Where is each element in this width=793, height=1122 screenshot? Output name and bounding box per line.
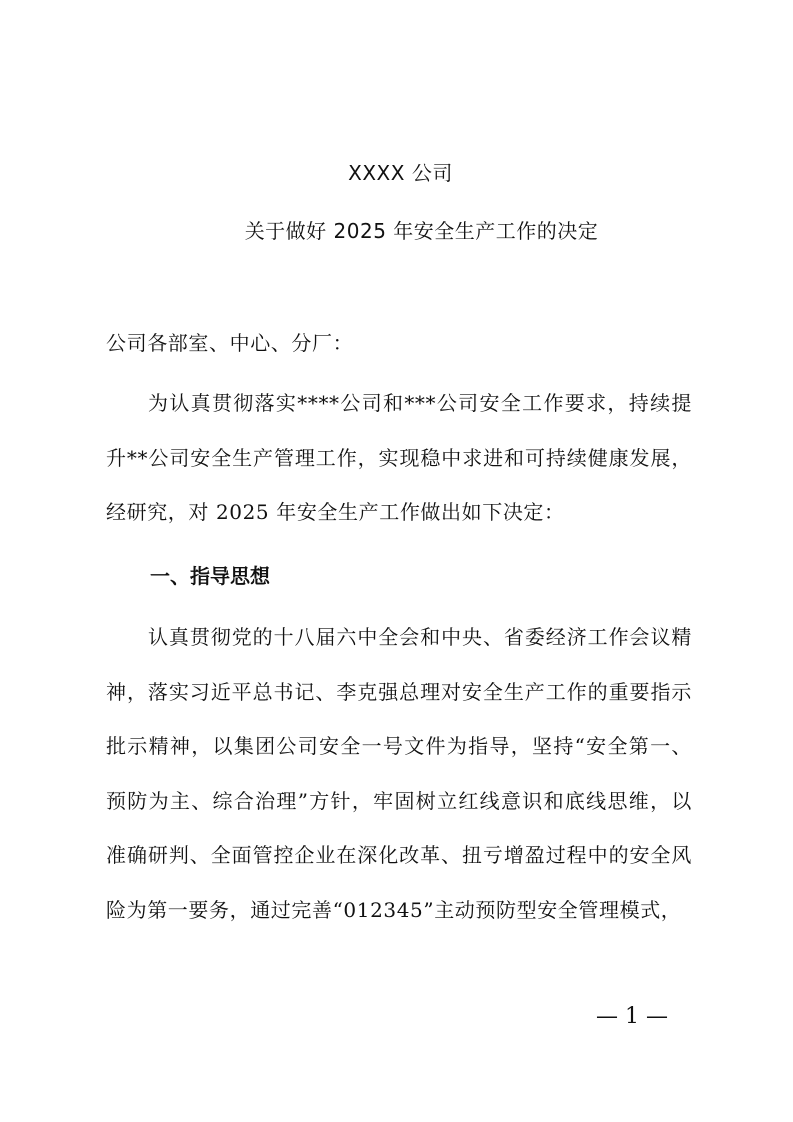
page-number: — 1 — <box>596 1004 668 1029</box>
paragraph-intro: 为认真贯彻落实****公司和***公司安全工作要求，持续提升**公司安全生产管理工作，实现稳中求进和可持续健康发展，经研究，对 2025 年安全生产工作做出如下决定： <box>106 391 692 524</box>
document-title: XXXX 公司 <box>348 161 453 185</box>
document-subtitle: 关于做好 2025 年安全生产工作的决定 <box>244 219 599 243</box>
salutation: 公司各部室、中心、分厂： <box>106 331 354 355</box>
paragraph-guiding-ideology: 认真贯彻党的十八届六中全会和中央、省委经济工作会议精神，落实习近平总书记、李克强总理对安全生产工作的重要指示批示精神，以集团公司安全一号文件为指导，坚持“安全第一、预防为主、综合治理”方针，牢固树立红线意识和底线思维，以准确研判、全面管控企业在深化改革、扭亏增盈过程中的安全风险为第一要务，通过完善“012345”主动预防型安全管理模式， <box>106 625 692 922</box>
section-heading-guiding-ideology: 一、指导思想 <box>150 564 270 588</box>
